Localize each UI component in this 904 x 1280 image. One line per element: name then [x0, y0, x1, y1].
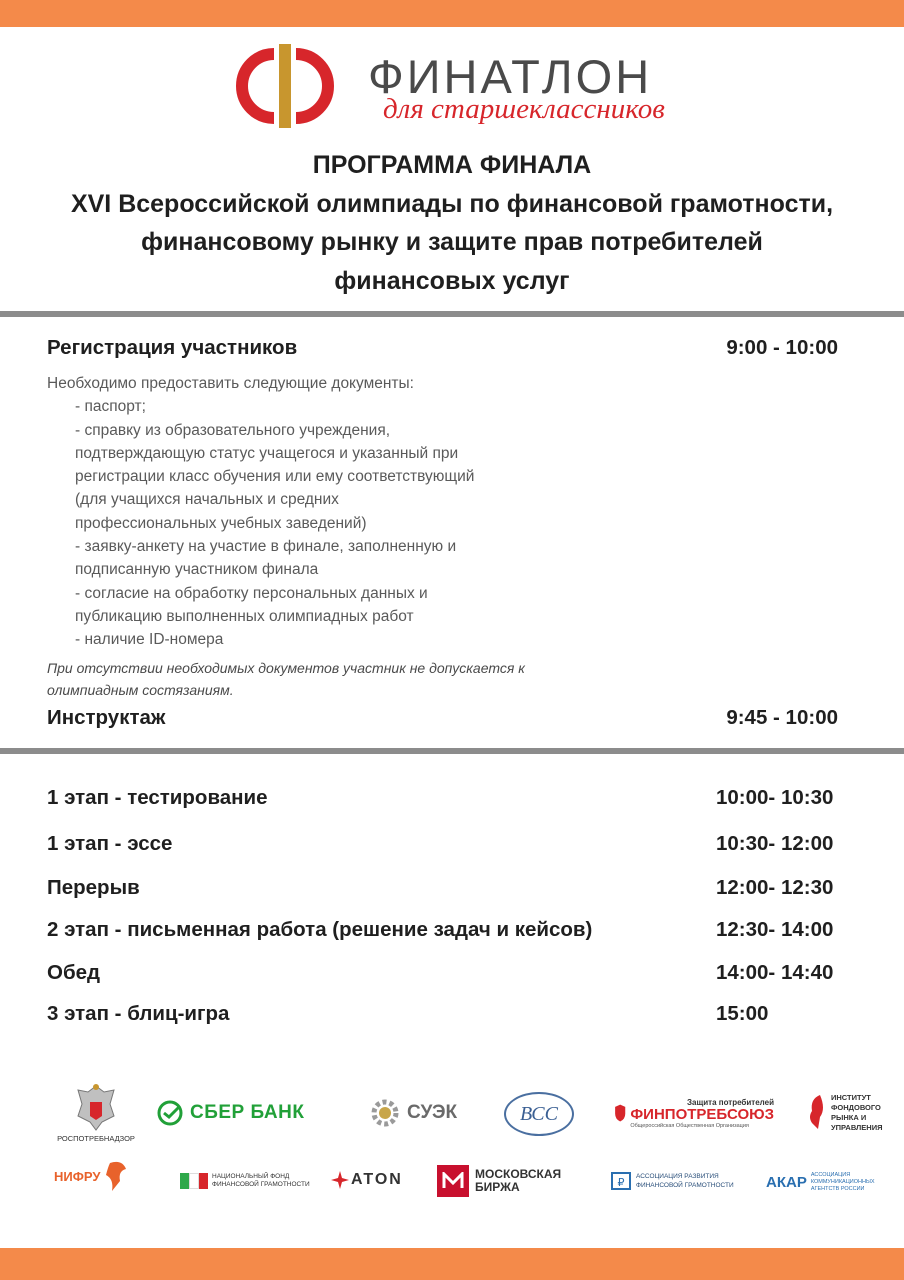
document-item: (для учащихся начальных и средних: [75, 491, 339, 509]
schedule-label: 3 этап - блиц-игра: [47, 1002, 230, 1025]
sponsor-vss: [504, 1092, 574, 1136]
logo-subtitle: для старшеклассников: [383, 93, 665, 125]
book-ruble-icon: [610, 1170, 632, 1192]
note-line: олимпиадным состязаниям.: [47, 682, 234, 698]
schedule-label: Обед: [47, 961, 101, 984]
finpotreb-sub: Общероссийская Общественная Организация: [630, 1122, 749, 1129]
sponsor-nffg: [180, 1170, 310, 1192]
akar-line: АГЕНТСТВ РОССИИ: [810, 1185, 865, 1192]
sponsor-sber: [156, 1098, 304, 1128]
finpotreb-shield-icon: [614, 1098, 626, 1128]
sponsor-nifru: [54, 1158, 130, 1194]
heading-line: ПРОГРАММА ФИНАЛА: [312, 151, 592, 179]
sponsor-rospotrebnadzor-name: РОСПОТРЕБНАДЗОР: [57, 1134, 135, 1143]
finpotreb-tagline: Защита потребителей: [687, 1097, 774, 1107]
ifru-line: ФОНДОВОГО: [831, 1103, 881, 1112]
documents-list: [47, 372, 474, 652]
aton-star-icon: [331, 1171, 349, 1189]
arfg-line: ФИНАНСОВОЙ ГРАМОТНОСТИ: [636, 1182, 734, 1189]
sponsor-aton: [331, 1168, 403, 1192]
finpotreb-name: ФИНПОТРЕБСОЮЗ: [630, 1105, 774, 1123]
ifru-line: РЫНКА И: [831, 1113, 867, 1122]
akar-line: АССОЦИАЦИЯ: [810, 1171, 851, 1178]
document-item: подписанную участником финала: [75, 561, 319, 579]
moex-logo-icon: [437, 1165, 469, 1197]
divider: [0, 311, 904, 317]
sponsor-vss-name: ВСС: [520, 1102, 558, 1125]
sponsor-ifru: [806, 1088, 883, 1138]
horse-head-icon: [806, 1093, 828, 1133]
briefing-row: [47, 706, 838, 736]
ifru-line: УПРАВЛЕНИЯ: [831, 1123, 883, 1132]
sponsor-moex: [437, 1164, 561, 1198]
gear-icon: [369, 1097, 401, 1129]
heading-line: финансовому рынку и защите прав потребителей: [141, 228, 763, 256]
briefing-time: 9:45 - 10:00: [726, 706, 838, 729]
schedule-label: Перерыв: [47, 876, 140, 899]
sponsor-akar-name: АКАР: [766, 1173, 807, 1191]
sponsor-suek: [369, 1096, 457, 1130]
sponsor-sber-name: СБЕР БАНК: [190, 1102, 305, 1123]
coat-of-arms-icon: [74, 1082, 118, 1132]
program-heading: [0, 146, 904, 300]
finatlon-logo: [236, 44, 676, 128]
finatlon-emblem-icon: [236, 44, 336, 128]
sponsor-aton-name: ATON: [351, 1171, 403, 1188]
schedule-row: [47, 961, 838, 991]
heading-line: XVI Всероссийской олимпиады по финансовой грамотности,: [70, 189, 834, 218]
document-item: подтверждающую статус учащегося и указанный при: [75, 444, 459, 462]
nffg-line: НАЦИОНАЛЬНЫЙ ФОНД: [212, 1173, 290, 1180]
moex-line: МОСКОВСКАЯ: [475, 1167, 562, 1181]
sber-check-icon: [156, 1099, 184, 1127]
bottom-orange-band: [0, 1248, 904, 1280]
figure-icon: [102, 1159, 130, 1193]
arfg-line: АССОЦИАЦИЯ РАЗВИТИЯ: [636, 1173, 719, 1180]
schedule-label: 1 этап - тестирование: [47, 786, 268, 809]
schedule-time: 14:00- 14:40: [716, 961, 834, 984]
logo-wordmark: ФИНАТЛОН: [368, 50, 653, 103]
document-item: - паспорт;: [75, 398, 146, 416]
schedule-label: 1 этап - эссе: [47, 832, 173, 855]
document-item: - согласие на обработку персональных данных и: [75, 584, 428, 602]
ifru-line: ИНСТИТУТ: [831, 1093, 871, 1102]
sponsor-nifru-name: НИФРУ: [54, 1168, 101, 1184]
schedule-time: 15:00: [716, 1002, 769, 1025]
schedule-row: [47, 918, 838, 948]
document-item: публикацию выполненных олимпиадных работ: [75, 607, 414, 625]
documents-intro: Необходимо предоставить следующие документы:: [47, 375, 414, 392]
moex-line: БИРЖА: [475, 1180, 520, 1194]
sponsor-suek-name: СУЭК: [407, 1102, 458, 1123]
registration-row: [47, 336, 838, 366]
nffg-flag-icon: [180, 1173, 208, 1189]
heading-line: финансовых услуг: [334, 266, 570, 295]
divider: [0, 748, 904, 754]
note-line: При отсутствии необходимых документов участник не допускается к: [47, 660, 525, 676]
schedule-time: 10:30- 12:00: [716, 832, 834, 855]
document-item: - заявку-анкету на участие в финале, заполненную и: [75, 538, 457, 556]
top-orange-band: [0, 0, 904, 27]
documents-note: [47, 657, 525, 701]
schedule-label: 2 этап - письменная работа (решение задач и кейсов): [47, 918, 593, 941]
briefing-label: Инструктаж: [47, 706, 166, 729]
sponsor-arfg: [610, 1168, 734, 1194]
registration-label: Регистрация участников: [47, 336, 298, 359]
schedule-time: 12:30- 14:00: [716, 918, 834, 941]
sponsor-finpotrebsoyuz: [614, 1093, 774, 1133]
svg-text:₽: ₽: [617, 1176, 625, 1189]
registration-time: 9:00 - 10:00: [726, 336, 838, 359]
schedule-row: [47, 832, 838, 862]
sponsor-akar: [766, 1170, 874, 1194]
sponsor-rospotrebnadzor: [57, 1082, 135, 1146]
document-item: - справку из образовательного учреждения,: [75, 421, 391, 439]
schedule-row: [47, 786, 838, 816]
schedule-row: [47, 1002, 838, 1032]
nffg-line: ФИНАНСОВОЙ ГРАМОТНОСТИ: [212, 1181, 310, 1188]
schedule-time: 10:00- 10:30: [716, 786, 834, 809]
schedule-row: [47, 876, 838, 906]
document-item: - наличие ID-номера: [75, 631, 224, 649]
akar-line: КОММУНИКАЦИОННЫХ: [810, 1178, 875, 1185]
document-item: регистрации класс обучения или ему соответствующий: [75, 468, 475, 486]
schedule-time: 12:00- 12:30: [716, 876, 834, 899]
document-item: профессиональных учебных заведений): [75, 514, 367, 532]
